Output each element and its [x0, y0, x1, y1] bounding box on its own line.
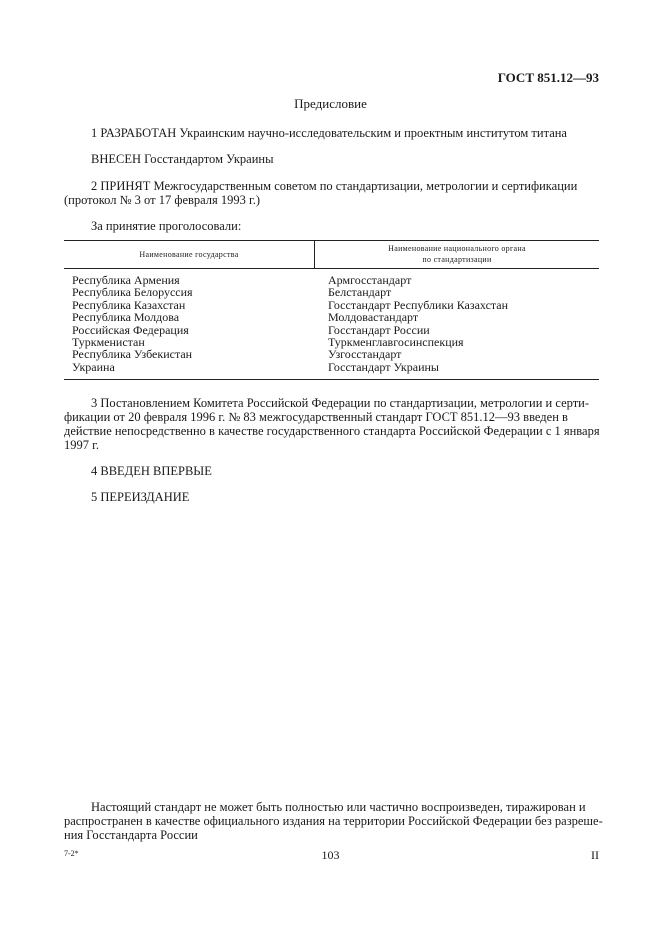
table-header [64, 241, 599, 269]
roman-page-number: II [591, 848, 599, 862]
header-standards-body-line1: Наименование национального органа [388, 244, 526, 253]
notice-line2: распространен в качестве официального издания на территории Российской Федерации без разреше- [64, 814, 603, 828]
states-column [72, 274, 193, 373]
voted-label: За принятие проголосовали: [91, 219, 242, 233]
standards-bodies-column [328, 274, 508, 373]
item3-line4: 1997 г. [64, 438, 99, 452]
table-row-body: Белстандарт [328, 285, 392, 300]
header-standards-body [315, 243, 599, 265]
table-row-state: Республика Узбекистан [72, 347, 193, 362]
sheet-mark: 7-2* [64, 849, 79, 858]
foreword-title: Предисловие [294, 96, 367, 111]
table-row-body: Госстандарт Республики Казахстан [328, 297, 509, 312]
notice-line1: Настоящий стандарт не может быть полностью или частично воспроизведен, тиражирован и [91, 800, 586, 814]
voting-table [64, 240, 599, 380]
document-code: ГОСТ 851.12—93 [497, 70, 599, 85]
table-row-body: Армгосстандарт [328, 273, 412, 287]
table-row-body: Туркменглавгосинспекция [328, 335, 464, 350]
developed-by-item: 1 РАЗРАБОТАН Украинским научно-исследовательским и проектным институтом титана [91, 126, 567, 140]
item4: 4 ВВЕДЕН ВПЕРВЫЕ [91, 464, 212, 478]
table-row-state: Республика Белоруссия [72, 285, 193, 300]
table-row-state: Республика Молдова [72, 310, 180, 325]
page-number: 103 [321, 848, 340, 862]
table-row-body: Госстандарт Украины [328, 359, 439, 374]
table-row-state: Республика Казахстан [72, 297, 186, 312]
table-row-state: Российская Федерация [72, 322, 189, 337]
item5: 5 ПЕРЕИЗДАНИЕ [91, 490, 190, 504]
header-state: Наименование государства [139, 250, 239, 259]
table-row-body: Узгосстандарт [328, 347, 402, 362]
table-row-body: Госстандарт России [328, 322, 430, 337]
adopted-by-item-line2: (протокол № 3 от 17 февраля 1993 г.) [64, 193, 261, 207]
adopted-by-item-line1: 2 ПРИНЯТ Межгосударственным советом по стандартизации, метрологии и сертификации [91, 179, 578, 193]
introduced-by-item: ВНЕСЕН Госстандартом Украины [91, 152, 274, 166]
table-row-body: Молдовастандарт [328, 310, 419, 325]
header-standards-body-line2: по стандартизации [422, 255, 492, 264]
item3-line3: действие непосредственно в качестве государственного стандарта Российской Федерации с 1 января [64, 424, 600, 438]
table-row-state: Республика Армения [72, 273, 180, 287]
item3-line2: фикации от 20 февраля 1996 г. № 83 межгосударственный стандарт ГОСТ 851.12—93 введен в [64, 410, 568, 424]
table-row-state: Украина [72, 359, 115, 374]
item3-line1: 3 Постановлением Комитета Российской Федерации по стандартизации, метрологии и серти- [91, 396, 590, 410]
notice-line3: ния Госстандарта России [64, 828, 198, 842]
table-row-state: Туркменистан [72, 335, 145, 350]
